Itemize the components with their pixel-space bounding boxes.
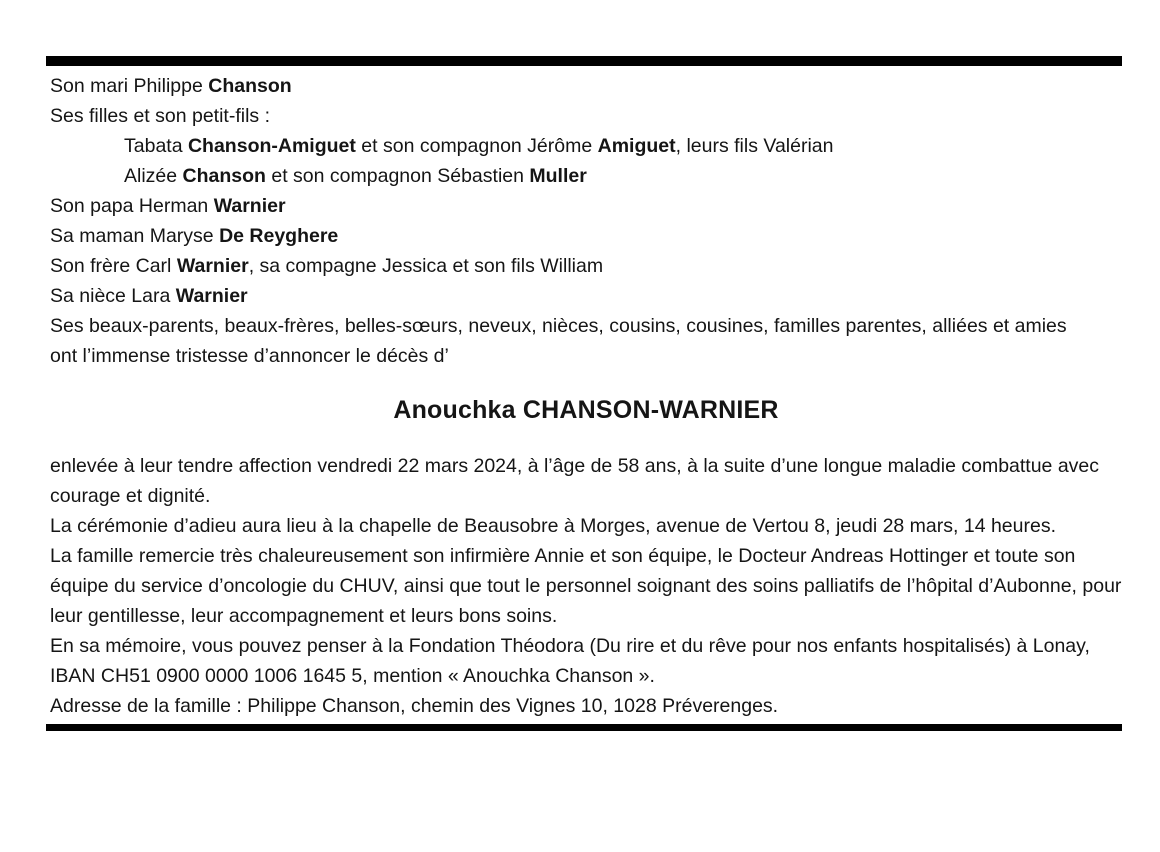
family-text: ont l’immense tristesse d’annoncer le décès d’ — [50, 345, 449, 367]
family-text: Son papa Herman — [50, 195, 214, 217]
family-line — [50, 131, 1122, 161]
announcement-body — [50, 451, 1122, 721]
family-name-bold: Chanson — [208, 75, 292, 97]
family-name-bold: Warnier — [213, 195, 286, 217]
family-name-bold: Warnier — [176, 255, 249, 277]
family-name-bold: Chanson-Amiguet — [187, 135, 356, 157]
family-text: et son compagnon Jérôme — [355, 135, 598, 157]
family-name-bold: Muller — [529, 165, 587, 187]
body-paragraph: La famille remercie très chaleureusement son infirmière Annie et son équipe, le Docteur Andreas Hottinger et toute son équipe du service d’oncologie du CHUV, ainsi que tout le personnel soignant des soins palliatifs de l’hôpital d’Aubonne, pour leur gentillesse, leur accompagnement et leurs bons soins. — [50, 545, 1122, 627]
family-name-bold: Chanson — [182, 165, 266, 187]
bottom-rule — [46, 724, 1122, 731]
family-line — [50, 311, 1122, 341]
family-name-bold: Warnier — [175, 285, 248, 307]
family-line — [50, 251, 1122, 281]
family-name-bold: De Reyghere — [219, 225, 339, 247]
family-line — [50, 161, 1122, 191]
notice-content — [46, 66, 1122, 724]
body-paragraph: enlevée à leur tendre affection vendredi 22 mars 2024, à l’âge de 58 ans, à la suite d’une longue maladie combattue avec courage et dignité. — [50, 455, 1100, 507]
body-paragraph: Adresse de la famille : Philippe Chanson, chemin des Vignes 10, 1028 Préverenges. — [50, 695, 779, 717]
deceased-name: Anouchka CHANSON-WARNIER — [393, 396, 779, 424]
family-text: Sa nièce Lara — [50, 285, 176, 307]
family-text: Sa maman Maryse — [50, 225, 220, 247]
family-text: , sa compagne Jessica et son fils William — [248, 255, 604, 277]
family-text: Son frère Carl — [50, 255, 177, 277]
family-text: Ses beaux-parents, beaux-frères, belles-sœurs, neveux, nièces, cousins, cousines, familles parentes, alliées et amies — [50, 315, 1067, 337]
top-rule — [46, 56, 1122, 66]
body-paragraph: La cérémonie d’adieu aura lieu à la chapelle de Beausobre à Morges, avenue de Vertou 8, jeudi 28 mars, 14 heures. — [50, 515, 1056, 537]
family-line — [50, 71, 1122, 101]
family-list — [50, 71, 1122, 371]
obituary-notice — [46, 56, 1122, 731]
family-name-bold: Amiguet — [597, 135, 676, 157]
family-line — [50, 341, 1122, 371]
family-text: , leurs fils Valérian — [675, 135, 834, 157]
family-text: et son compagnon Sébastien — [265, 165, 530, 187]
body-paragraph: En sa mémoire, vous pouvez penser à la Fondation Théodora (Du rire et du rêve pour nos enfants hospitalisés) à Lonay, IBAN CH51 0900 0000 1006 1645 5, mention « Anouchka Chanson ». — [50, 635, 1090, 687]
family-line — [50, 281, 1122, 311]
family-text: Ses filles et son petit-fils : — [50, 105, 271, 127]
family-line — [50, 221, 1122, 251]
family-text: Tabata — [124, 135, 188, 157]
family-text: Alizée — [124, 165, 183, 187]
family-line — [50, 101, 1122, 131]
family-text: Son mari Philippe — [50, 75, 209, 97]
family-line — [50, 191, 1122, 221]
